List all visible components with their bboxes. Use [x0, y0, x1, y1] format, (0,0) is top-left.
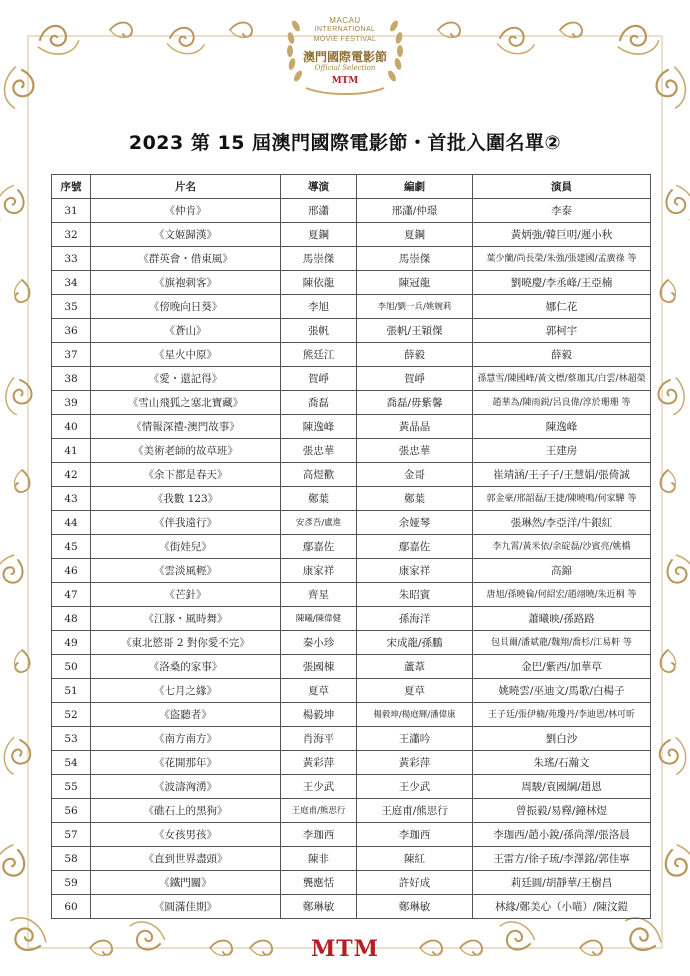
table-row: [52, 799, 651, 823]
cell-screenwriter: 許好成: [357, 871, 473, 895]
cell-number: 37: [52, 343, 91, 367]
cell-cast: 娜仁花: [473, 295, 651, 319]
cell-film-title: 《七月之緣》: [91, 679, 281, 703]
left-ornaments: [0, 65, 37, 887]
cell-screenwriter: 夏鋼: [357, 223, 473, 247]
cell-cast: 李九霄/黃米依/余碇磊/沙賓亮/姚橋: [473, 535, 651, 559]
cell-cast: 莉廷圓/胡靜華/王樹昌: [473, 871, 651, 895]
cell-screenwriter: 喬磊/毋紫馨: [357, 391, 473, 415]
cell-cast: 張琳然/李亞洋/牛銀紅: [473, 511, 651, 535]
cell-screenwriter: 鄭琳敏: [357, 895, 473, 919]
cell-film-title: 《余下都是春天》: [91, 463, 281, 487]
table-row: [52, 295, 651, 319]
cell-screenwriter: 夏草: [357, 679, 473, 703]
cell-film-title: 《波濤洶湧》: [91, 775, 281, 799]
cell-director: 李珈西: [281, 823, 357, 847]
cell-cast: 金巴/紫西/加華草: [473, 655, 651, 679]
cell-cast: 朱瑤/石瀚文: [473, 751, 651, 775]
table-row: [52, 607, 651, 631]
cell-cast: 薛毅: [473, 343, 651, 367]
table-row: [52, 199, 651, 223]
emblem-line-1: MACAU: [329, 16, 361, 25]
table-row: [52, 703, 651, 727]
cell-director: 鄢嘉佐: [281, 535, 357, 559]
cell-film-title: 《女孩男孩》: [91, 823, 281, 847]
cell-cast: 高錦: [473, 559, 651, 583]
cell-cast: 林緣/鄭美心（小喵）/陳汶鎧: [473, 895, 651, 919]
cell-number: 58: [52, 847, 91, 871]
cell-director: 陳逸峰: [281, 415, 357, 439]
cell-screenwriter: 鄭葉: [357, 487, 473, 511]
cell-director: 王少武: [281, 775, 357, 799]
cell-director: 王庭甫/熊思行: [281, 799, 357, 823]
table-row: [52, 631, 651, 655]
cell-screenwriter: 蘆葦: [357, 655, 473, 679]
cell-screenwriter: 楊毅坤/楊庭輝/潘偉康: [357, 703, 473, 727]
cell-director: 張國棟: [281, 655, 357, 679]
table-row: [52, 583, 651, 607]
table-body: [52, 199, 651, 919]
table-row: [52, 367, 651, 391]
cell-screenwriter: 余娅琴: [357, 511, 473, 535]
cell-number: 35: [52, 295, 91, 319]
cell-screenwriter: 王瀟吟: [357, 727, 473, 751]
header-cast: 演員: [473, 175, 651, 199]
cell-director: 張忠華: [281, 439, 357, 463]
cell-screenwriter: 陳冠龍: [357, 271, 473, 295]
cell-number: 52: [52, 703, 91, 727]
cell-film-title: 《圓滿佳期》: [91, 895, 281, 919]
cell-screenwriter: 陳紅: [357, 847, 473, 871]
cell-screenwriter: 孫海洋: [357, 607, 473, 631]
table-row: [52, 415, 651, 439]
cell-film-title: 《東北慾哥 2 對你愛不完》: [91, 631, 281, 655]
cell-number: 57: [52, 823, 91, 847]
cell-director: 陳依龍: [281, 271, 357, 295]
cell-film-title: 《礁石上的黑狗》: [91, 799, 281, 823]
cell-director: 秦小珍: [281, 631, 357, 655]
table-row: [52, 727, 651, 751]
cell-number: 41: [52, 439, 91, 463]
cell-cast: 郭柯宇: [473, 319, 651, 343]
cell-screenwriter: 黃彩萍: [357, 751, 473, 775]
cell-screenwriter: 賀崢: [357, 367, 473, 391]
cell-director: 高煜歡: [281, 463, 357, 487]
emblem-line-3: MOVIE FESTIVAL: [313, 36, 377, 43]
table-row: [52, 439, 651, 463]
table-row: [52, 271, 651, 295]
cell-screenwriter: 張忠華: [357, 439, 473, 463]
cell-cast: 崔靖涵/王子子/王慧娟/張倚誠: [473, 463, 651, 487]
cell-film-title: 《旗袍刺客》: [91, 271, 281, 295]
table-row: [52, 847, 651, 871]
cell-director: 龔應恬: [281, 871, 357, 895]
cell-director: 夏草: [281, 679, 357, 703]
cell-film-title: 《南方南方》: [91, 727, 281, 751]
cell-film-title: 《我數 123》: [91, 487, 281, 511]
cell-director: 熊廷江: [281, 343, 357, 367]
cell-director: 康家祥: [281, 559, 357, 583]
cell-director: 齊星: [281, 583, 357, 607]
table-row: [52, 871, 651, 895]
table-row: [52, 319, 651, 343]
footer-brand-logo: MTM: [310, 936, 380, 962]
cell-cast: 李泰: [473, 199, 651, 223]
cell-number: 53: [52, 727, 91, 751]
cell-cast: 葉少蘭/尚長榮/朱強/張建國/孟廣祿 等: [473, 247, 651, 271]
emblem-brand: MTM: [331, 76, 359, 86]
table-header-row: [52, 175, 651, 199]
table-row: [52, 247, 651, 271]
table-row: [52, 463, 651, 487]
cell-cast: 孫慧雪/陳國峰/黃文標/蔡珈其/白雲/林超榮: [473, 367, 651, 391]
cell-number: 49: [52, 631, 91, 655]
table-row: [52, 223, 651, 247]
cell-number: 59: [52, 871, 91, 895]
cell-cast: 唐旭/孫曉倫/何紹宏/趙翊曉/朱近桐 等: [473, 583, 651, 607]
cell-screenwriter: 黃晶晶: [357, 415, 473, 439]
cell-film-title: 《花開那年》: [91, 751, 281, 775]
table-row: [52, 343, 651, 367]
cell-cast: 劉曉慶/李丞峰/王亞楠: [473, 271, 651, 295]
cell-cast: 王雷方/徐子琉/李澤銘/郭佳寧: [473, 847, 651, 871]
cell-director: 馬崇傑: [281, 247, 357, 271]
cell-film-title: 《芒針》: [91, 583, 281, 607]
cell-cast: 李珈西/趙小銳/孫尚澤/張洛晨: [473, 823, 651, 847]
cell-cast: 郭金豪/邢韶磊/王捷/陳曉鳴/何家驊 等: [473, 487, 651, 511]
cell-director: 李旭: [281, 295, 357, 319]
cell-director: 喬磊: [281, 391, 357, 415]
cell-number: 32: [52, 223, 91, 247]
cell-number: 36: [52, 319, 91, 343]
table-row: [52, 823, 651, 847]
cell-cast: 王建房: [473, 439, 651, 463]
cell-screenwriter: 張帆/王穎傑: [357, 319, 473, 343]
table-row: [52, 751, 651, 775]
cell-cast: 姚曉雲/巫迪文/馬歌/白楊子: [473, 679, 651, 703]
cell-director: 鄭琳敏: [281, 895, 357, 919]
cell-film-title: 《雲淡風輕》: [91, 559, 281, 583]
emblem-line-2: INTERNATIONAL: [314, 26, 376, 33]
cell-number: 39: [52, 391, 91, 415]
cell-screenwriter: 宋成龍/孫鵬: [357, 631, 473, 655]
table-row: [52, 487, 651, 511]
cell-film-title: 《街娃兒》: [91, 535, 281, 559]
cell-number: 50: [52, 655, 91, 679]
cell-screenwriter: 朱昭賓: [357, 583, 473, 607]
cell-number: 44: [52, 511, 91, 535]
cell-screenwriter: 王少武: [357, 775, 473, 799]
cell-film-title: 《群英會・借東風》: [91, 247, 281, 271]
header-director: 導演: [281, 175, 357, 199]
cell-cast: 蕭曦映/孫路路: [473, 607, 651, 631]
cell-film-title: 《直到世界盡頭》: [91, 847, 281, 871]
cell-film-title: 《鐵門關》: [91, 871, 281, 895]
cell-number: 60: [52, 895, 91, 919]
cell-film-title: 《愛・還記得》: [91, 367, 281, 391]
cell-film-title: 《洛桑的家事》: [91, 655, 281, 679]
table-row: [52, 535, 651, 559]
right-ornaments: [653, 65, 690, 887]
cell-director: 鄭葉: [281, 487, 357, 511]
cell-film-title: 《蒼山》: [91, 319, 281, 343]
cell-number: 46: [52, 559, 91, 583]
cell-director: 張帆: [281, 319, 357, 343]
cell-film-title: 《雪山飛狐之塞北寶藏》: [91, 391, 281, 415]
cell-number: 33: [52, 247, 91, 271]
table-row: [52, 391, 651, 415]
table-row: [52, 775, 651, 799]
cell-director: 安彥吾/盧進: [281, 511, 357, 535]
cell-number: 34: [52, 271, 91, 295]
emblem-selection: Official Selection: [314, 64, 376, 72]
page-title: 2023 第 15 屆澳門國際電影節・首批入圍名單②: [128, 132, 562, 154]
cell-number: 45: [52, 535, 91, 559]
cell-number: 42: [52, 463, 91, 487]
cell-number: 48: [52, 607, 91, 631]
cell-film-title: 《情報深禮-澳門故事》: [91, 415, 281, 439]
cell-screenwriter: 康家祥: [357, 559, 473, 583]
cell-number: 54: [52, 751, 91, 775]
cell-screenwriter: 邢瀟/仲璟: [357, 199, 473, 223]
film-list-table: [51, 174, 651, 919]
cell-film-title: 《仲肯》: [91, 199, 281, 223]
cell-number: 43: [52, 487, 91, 511]
cell-number: 31: [52, 199, 91, 223]
cell-film-title: 《星火中原》: [91, 343, 281, 367]
cell-director: 夏鋼: [281, 223, 357, 247]
cell-director: 陳非: [281, 847, 357, 871]
cell-screenwriter: 鄢嘉佐: [357, 535, 473, 559]
cell-screenwriter: 薛毅: [357, 343, 473, 367]
cell-number: 56: [52, 799, 91, 823]
cell-film-title: 《江豚・風時舞》: [91, 607, 281, 631]
table-row: [52, 655, 651, 679]
cell-director: 陳曦/陳偉健: [281, 607, 357, 631]
cell-cast: 曾振毅/易釋/鐘林煜: [473, 799, 651, 823]
header-number: 序號: [52, 175, 91, 199]
cell-number: 38: [52, 367, 91, 391]
table-row: [52, 559, 651, 583]
header-film-title: 片名: [91, 175, 281, 199]
cell-film-title: 《盜聽者》: [91, 703, 281, 727]
cell-director: 賀崢: [281, 367, 357, 391]
cell-director: 黃彩萍: [281, 751, 357, 775]
cell-film-title: 《美術老師的故草班》: [91, 439, 281, 463]
cell-number: 55: [52, 775, 91, 799]
cell-screenwriter: 馬崇傑: [357, 247, 473, 271]
cell-cast: 周駿/袁國綱/趙恩: [473, 775, 651, 799]
table-row: [52, 511, 651, 535]
emblem-chinese-name: 澳門國際電影節: [302, 50, 387, 64]
table-row: [52, 679, 651, 703]
cell-cast: 劉白沙: [473, 727, 651, 751]
cell-screenwriter: 金哥: [357, 463, 473, 487]
festival-emblem: [276, 6, 414, 98]
cell-film-title: 《伴我遠行》: [91, 511, 281, 535]
cell-screenwriter: 李旭/劉一兵/姚婉莉: [357, 295, 473, 319]
cell-cast: 陳逸峰: [473, 415, 651, 439]
cell-cast: 王子廷/張伊楠/苑瓊丹/李迪恩/林可昕: [473, 703, 651, 727]
cell-cast: 黃炳強/韓巨明/遲小秋: [473, 223, 651, 247]
cell-film-title: 《文姬歸漢》: [91, 223, 281, 247]
cell-cast: 包貝爾/潘斌龍/魏翔/喬杉/江易軒 等: [473, 631, 651, 655]
cell-film-title: 《傍晚向日葵》: [91, 295, 281, 319]
cell-director: 肖海平: [281, 727, 357, 751]
cell-screenwriter: 王庭甫/熊思行: [357, 799, 473, 823]
cell-director: 邢瀟: [281, 199, 357, 223]
table-row: [52, 895, 651, 919]
cell-number: 47: [52, 583, 91, 607]
cell-director: 楊毅坤: [281, 703, 357, 727]
header-screenwriter: 編劇: [357, 175, 473, 199]
cell-screenwriter: 李珈西: [357, 823, 473, 847]
cell-cast: 趙華為/陳雨鋭/呂良偉/淳於珊珊 等: [473, 391, 651, 415]
cell-number: 51: [52, 679, 91, 703]
cell-number: 40: [52, 415, 91, 439]
